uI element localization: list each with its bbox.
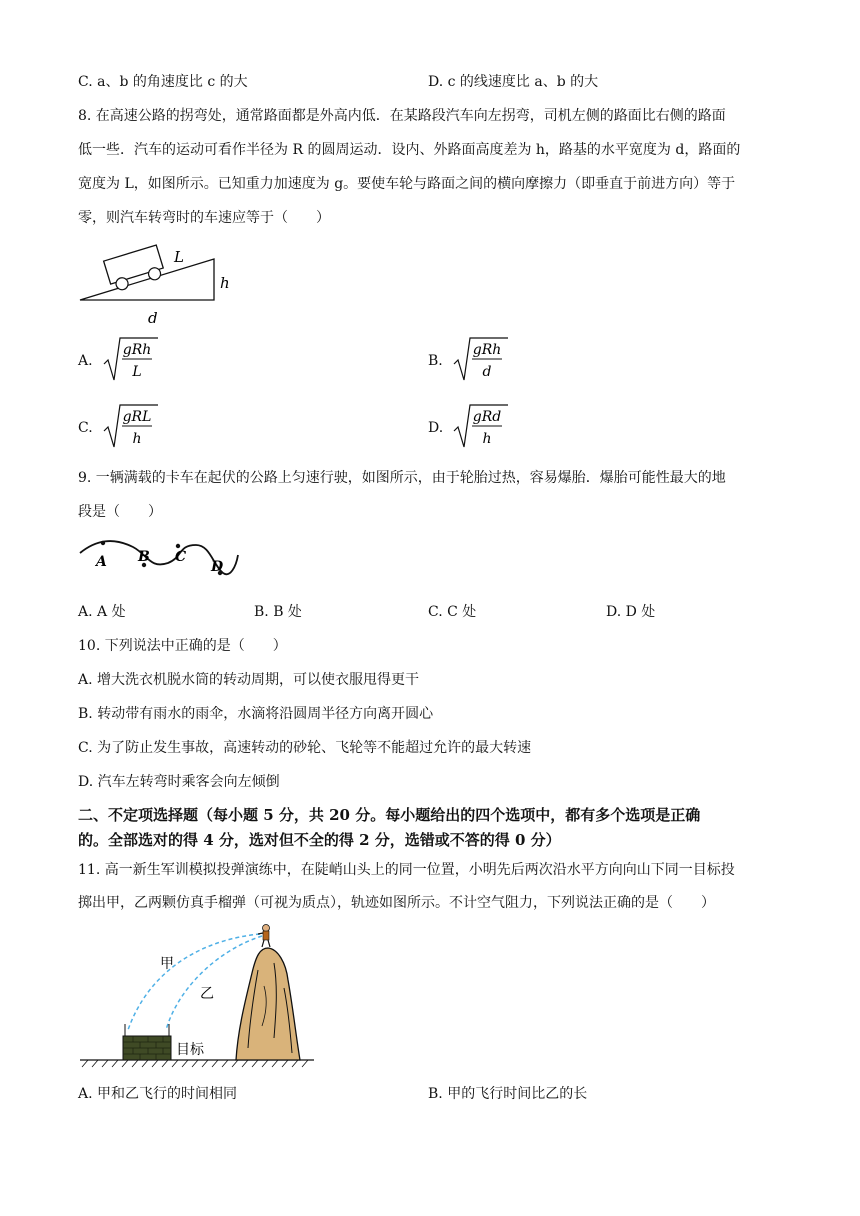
q8-option-b-formula: [452, 334, 512, 388]
q11-stem-line2: 掷出甲，乙两颗仿真手榴弹（可视为质点），轨迹如图所示。不计空气阻力，下列说法正确的是（ ）: [78, 895, 715, 911]
q9-stem-line1: 9. 一辆满载的卡车在起伏的公路上匀速行驶，如图所示，由于轮胎过热，容易爆胎．爆胎可能性最大的地: [78, 470, 726, 486]
q8-stem-line4: 零，则汽车转弯时的车速应等于（ ）: [78, 210, 330, 226]
q8-a-denominator: L: [132, 364, 142, 380]
q11-stem-line1: 11. 高一新生军训模拟投弹演练中，在陡峭山头上的同一位置，小明先后两次沿水平方向向山下同一目标投: [78, 862, 735, 878]
q8-d-numerator: gRd: [472, 409, 502, 425]
q10-option-c: C. 为了防止发生事故，高速转动的砂轮、飞轮等不能超过允许的最大转速: [78, 740, 532, 756]
q8-fig-label-d: d: [148, 309, 158, 327]
q8-b-numerator: gRh: [472, 342, 502, 358]
q8-fig-label-h: h: [220, 274, 230, 292]
q8-incline-figure: [76, 235, 246, 330]
q8-option-c-formula: [102, 401, 162, 455]
q9-fig-label-a: A: [96, 554, 107, 570]
q11-grenade-figure: [78, 918, 318, 1073]
q9-road-figure: [78, 535, 243, 585]
q8-option-a-formula: [102, 334, 162, 388]
q8-c-numerator: gRL: [122, 409, 152, 425]
q8-stem-line3: 宽度为 L，如图所示。已知重力加速度为 g。要使车轮与路面之间的横向摩擦力（即垂直于前进方向）等于: [78, 176, 736, 192]
q8-a-numerator: gRh: [122, 342, 152, 358]
q9-option-a: A. A 处: [78, 604, 126, 620]
q9-option-b: B. B 处: [254, 604, 302, 620]
q7-option-c: C. a、b 的角速度比 c 的大: [78, 74, 248, 90]
q8-stem-line1: 8. 在高速公路的拐弯处，通常路面都是外高内低．在某路段汽车向左拐弯，司机左侧的路面比右侧的路面: [78, 108, 726, 124]
q9-option-c: C. C 处: [428, 604, 477, 620]
q9-stem-line2: 段是（ ）: [78, 504, 162, 520]
q8-option-d-label: D.: [428, 420, 444, 436]
q9-fig-label-d: D: [211, 559, 224, 575]
q11-option-b: B. 甲的飞行时间比乙的长: [428, 1086, 588, 1102]
q8-option-b-label: B.: [428, 353, 443, 369]
section2-heading-line1: 二、不定项选择题（每小题 5 分，共 20 分。每小题给出的四个选项中，都有多个选项是正确: [78, 806, 701, 824]
q8-d-denominator: h: [482, 431, 492, 447]
q8-option-c-label: C.: [78, 420, 93, 436]
section2-heading-line2: 的。全部选对的得 4 分，选对但不全的得 2 分，选错或不答的得 0 分）: [78, 831, 561, 849]
q9-fig-label-c: C: [175, 549, 187, 565]
q10-option-a: A. 增大洗衣机脱水筒的转动周期，可以使衣服甩得更干: [78, 672, 420, 688]
q8-stem-line2: 低一些．汽车的运动可看作半径为 R 的圆周运动．设内、外路面高度差为 h，路基的水平宽度为 d，路面的: [78, 142, 741, 158]
q10-stem: 10. 下列说法中正确的是（ ）: [78, 638, 287, 654]
q11-fig-label-jia: 甲: [160, 956, 174, 972]
q11-fig-label-yi: 乙: [200, 986, 214, 1002]
q11-option-a: A. 甲和乙飞行的时间相同: [78, 1086, 238, 1102]
q11-fig-label-target: 目标: [176, 1042, 204, 1058]
q7-option-d: D. c 的线速度比 a、b 的大: [428, 74, 599, 90]
q10-option-b: B. 转动带有雨水的雨伞，水滴将沿圆周半径方向离开圆心: [78, 706, 434, 722]
q8-option-d-formula: [452, 401, 512, 455]
q9-fig-label-b: B: [138, 549, 150, 565]
q8-option-a-label: A.: [78, 353, 93, 369]
q8-b-denominator: d: [482, 364, 492, 380]
q8-c-denominator: h: [132, 431, 142, 447]
q8-fig-label-l: L: [174, 248, 184, 266]
q9-option-d: D. D 处: [606, 604, 656, 620]
q10-option-d: D. 汽车左转弯时乘客会向左倾倒: [78, 774, 280, 790]
